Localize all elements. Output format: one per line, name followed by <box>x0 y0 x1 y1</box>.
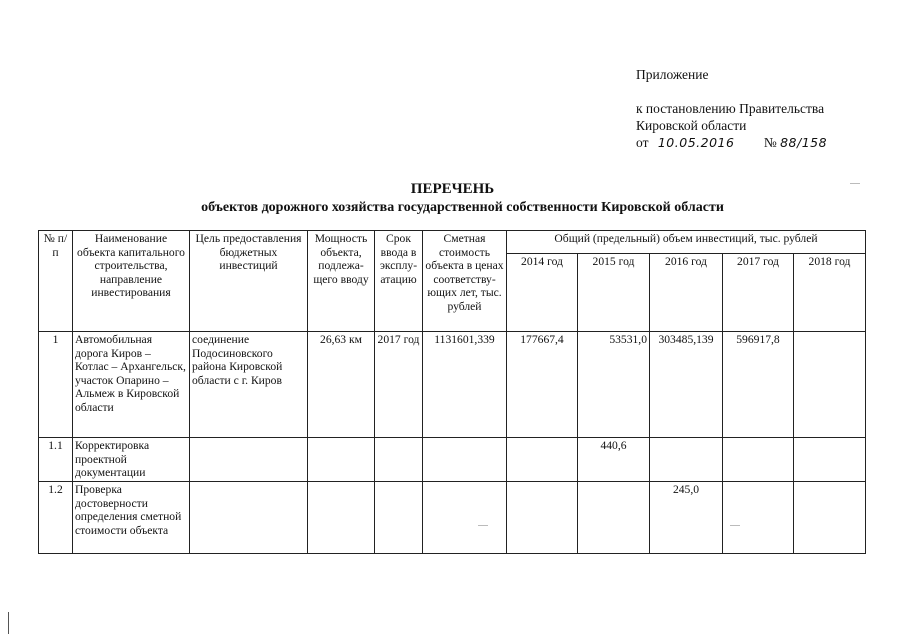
scan-margin-mark <box>8 612 9 634</box>
cell-term: 2017 год <box>375 332 423 438</box>
cell-term <box>375 482 423 554</box>
header-year: 2016 год <box>650 254 723 332</box>
cell-2017 <box>723 438 794 482</box>
header-year: 2017 год <box>723 254 794 332</box>
appendix-line-resolution: к постановлению Правительства <box>636 101 825 116</box>
cell-2016 <box>650 438 723 482</box>
appendix-block <box>636 66 827 151</box>
cell-2015: 440,6 <box>578 438 650 482</box>
header-name: Наименование объекта капитального строительства, направление инвестирования <box>73 231 190 332</box>
date-prefix: от <box>636 135 649 150</box>
cell-capacity: 26,63 км <box>308 332 375 438</box>
header-year: 2018 год <box>794 254 866 332</box>
scan-speck <box>478 525 488 526</box>
document-title: ПЕРЕЧЕНЬ <box>410 181 495 197</box>
scan-speck <box>850 183 860 184</box>
header-cost: Сметная стоимость объекта в ценах соответству-ющих лет, тыс. рублей <box>423 231 507 332</box>
header-term: Срок ввода в эксплу-атацию <box>375 231 423 332</box>
objects-table <box>38 230 866 554</box>
header-year: 2015 год <box>578 254 650 332</box>
appendix-line-region: Кировской области <box>636 118 747 133</box>
header-num: № п/п <box>39 231 73 332</box>
table-row <box>39 438 866 482</box>
cell-2016: 303485,139 <box>650 332 723 438</box>
scan-speck <box>730 525 740 526</box>
cell-capacity <box>308 482 375 554</box>
cell-2017 <box>723 482 794 554</box>
cell-goal: соединение Подосиновского района Кировской области с г. Киров <box>190 332 308 438</box>
cell-2018 <box>794 438 866 482</box>
cell-num: 1.2 <box>39 482 73 554</box>
cell-term <box>375 438 423 482</box>
header-goal: Цель предоставления бюджетных инвестиций <box>190 231 308 332</box>
cell-num: 1 <box>39 332 73 438</box>
cell-goal <box>190 438 308 482</box>
number-handwritten: 88/158 <box>780 135 828 150</box>
cell-cost: 1131601,339 <box>423 332 507 438</box>
cell-cost <box>423 482 507 554</box>
cell-2014 <box>507 438 578 482</box>
cell-2014 <box>507 482 578 554</box>
table-row <box>39 332 866 438</box>
cell-2017: 596917,8 <box>723 332 794 438</box>
table-row <box>39 482 866 554</box>
cell-2018 <box>794 482 866 554</box>
cell-capacity <box>308 438 375 482</box>
appendix-date-row <box>636 134 827 151</box>
cell-num: 1.1 <box>39 438 73 482</box>
date-handwritten: 10.05.2016 <box>657 135 735 150</box>
cell-goal <box>190 482 308 554</box>
table-header-row-1 <box>39 231 866 254</box>
appendix-title: Приложение <box>636 67 709 82</box>
cell-name: Корректировка проектной документации <box>73 438 190 482</box>
header-invest-group: Общий (предельный) объем инвестиций, тыс. рублей <box>507 231 866 254</box>
header-capacity: Мощность объекта, подлежа-щего вводу <box>308 231 375 332</box>
cell-2015 <box>578 482 650 554</box>
document-subtitle: объектов дорожного хозяйства государственной собственности Кировской области <box>201 200 724 215</box>
cell-name: Автомобильная дорога Киров – Котлас – Архангельск, участок Опарино – Альмеж в Кировской области <box>73 332 190 438</box>
header-year: 2014 год <box>507 254 578 332</box>
cell-2014: 177667,4 <box>507 332 578 438</box>
cell-2015: 53531,0 <box>578 332 650 438</box>
cell-2018 <box>794 332 866 438</box>
number-prefix: № <box>763 135 777 150</box>
cell-cost <box>423 438 507 482</box>
cell-name: Проверка достоверности определения сметной стоимости объекта <box>73 482 190 554</box>
cell-2016: 245,0 <box>650 482 723 554</box>
